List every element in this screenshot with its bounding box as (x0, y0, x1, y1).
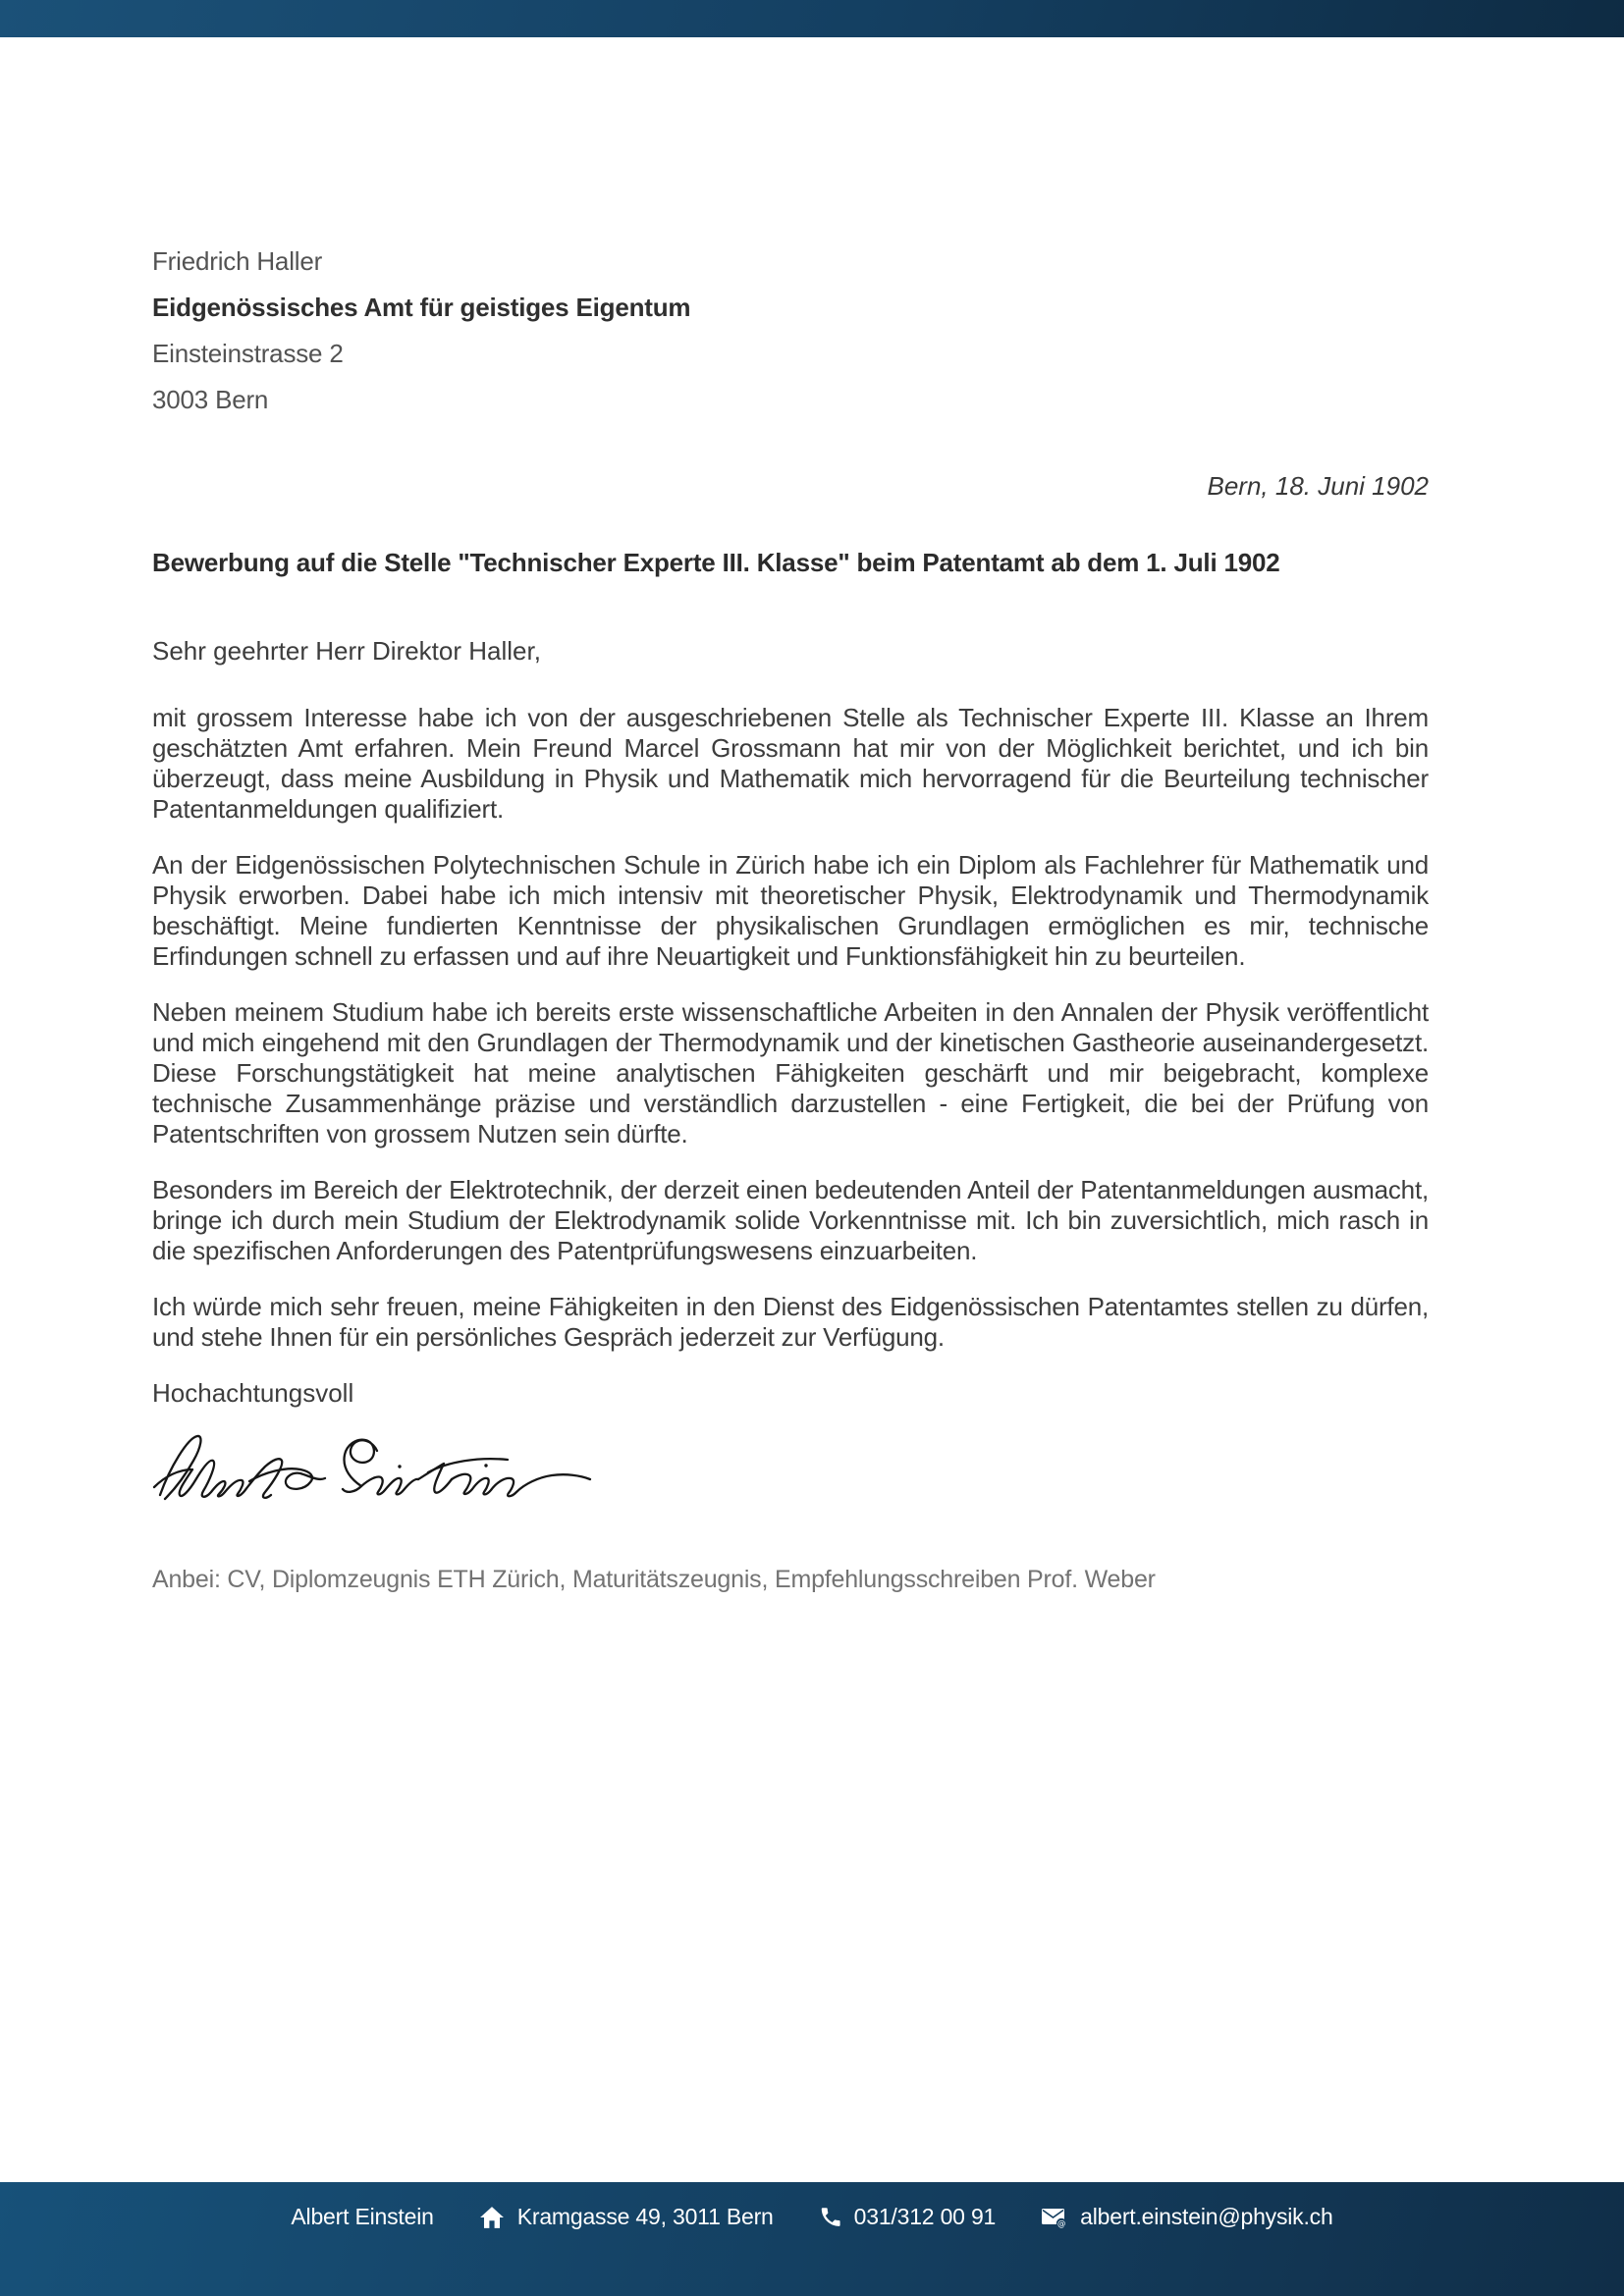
subject-line: Bewerbung auf die Stelle "Technischer Experte III. Klasse" beim Patentamt ab dem 1. Juli 1902 (152, 548, 1280, 577)
recipient-street: Einsteinstrasse 2 (152, 339, 344, 368)
footer-email-item (1041, 2204, 1332, 2230)
footer-bar (0, 2182, 1624, 2296)
enclosures-line: Anbei: CV, Diplomzeugnis ETH Zürich, Maturitätszeugnis, Empfehlungsschreiben Prof. Weber (152, 1566, 1156, 1593)
date-line: Bern, 18. Juni 1902 (1207, 471, 1429, 501)
closing-formula: Hochachtungsvoll (152, 1378, 354, 1408)
paragraph-3: Neben meinem Studium habe ich bereits erste wissenschaftliche Arbeiten in den Annalen der Physik veröffentlicht und mich eingehend mit den Grundlagen der Thermodynamik und der kinetischen Gastheorie auseinandergesetzt. Diese Forschungstätigkeit hat meine analytischen Fähigkeiten geschärft und mir beigebracht, komplexe technische Zusammenhänge präzise und verständlich darzustellen - eine Fertigkeit, die bei der Prüfung von Patentschriften von grossem Nutzen sein dürfte. (152, 997, 1429, 1148)
email-icon (1041, 2206, 1067, 2229)
paragraph-5: Ich würde mich sehr freuen, meine Fähigkeiten in den Dienst des Eidgenössischen Patentamtes stellen zu dürfen, und stehe Ihnen für ein persönliches Gespräch jederzeit zur Verfügung. (152, 1292, 1429, 1352)
recipient-name: Friedrich Haller (152, 246, 323, 276)
paragraph-1: mit grossem Interesse habe ich von der ausgeschriebenen Stelle als Technischer Experte III. Klasse an Ihrem geschätzten Amt erfahren. Mein Freund Marcel Grossmann hat mir von der Möglichkeit berichtet, und ich bin überzeugt, dass meine Ausbildung in Physik und Mathematik mich hervorragend für die Beurteilung technischer Patentanmeldungen qualifiziert. (152, 703, 1429, 824)
svg-text:@: @ (1056, 2218, 1066, 2229)
footer-sender (291, 2204, 433, 2230)
footer-address: Kramgasse 49, 3011 Bern (516, 2204, 774, 2229)
paragraph-2: An der Eidgenössischen Polytechnischen Schule in Zürich habe ich ein Diplom als Fachlehrer für Mathematik und Physik erworben. Dabei habe ich mich intensiv mit theoretischer Physik, Elektrodynamik und Thermodynamik beschäftigt. Meine fundierten Kenntnisse der physikalischen Grundlagen ermöglichen es mir, technische Erfindungen schnell zu erfassen und auf ihre Neuartigkeit und Funktionsfähigkeit hin zu beurteilen. (152, 850, 1429, 971)
footer-phone: 031/312 00 91 (853, 2204, 997, 2229)
phone-icon (819, 2206, 841, 2228)
letter-paragraphs (152, 703, 1429, 1353)
home-icon (479, 2206, 505, 2229)
footer-address-item (479, 2204, 774, 2230)
paragraph-4: Besonders im Bereich der Elektrotechnik, der derzeit einen bedeutenden Anteil der Patentanmeldungen ausmacht, bringe ich durch mein Studium der Elektrodynamik solide Vorkenntnisse mit. Ich bin zuversichtlich, mich rasch in die spezifischen Anforderungen des Patentprüfungswesens einzuarbeiten. (152, 1175, 1429, 1265)
recipient-city: 3003 Bern (152, 385, 269, 414)
salutation: Sehr geehrter Herr Direktor Haller, (152, 636, 541, 666)
footer-phone-item (819, 2204, 997, 2230)
footer-sender-name: Albert Einstein (291, 2204, 434, 2229)
recipient-address-block (152, 239, 1429, 423)
footer-email: albert.einstein@physik.ch (1080, 2204, 1333, 2229)
header-bar (0, 0, 1624, 37)
letter-body (152, 37, 1429, 1594)
recipient-organization: Eidgenössisches Amt für geistiges Eigentum (152, 293, 691, 322)
footer-contact-row (0, 2182, 1624, 2230)
handwritten-signature (152, 1430, 594, 1517)
